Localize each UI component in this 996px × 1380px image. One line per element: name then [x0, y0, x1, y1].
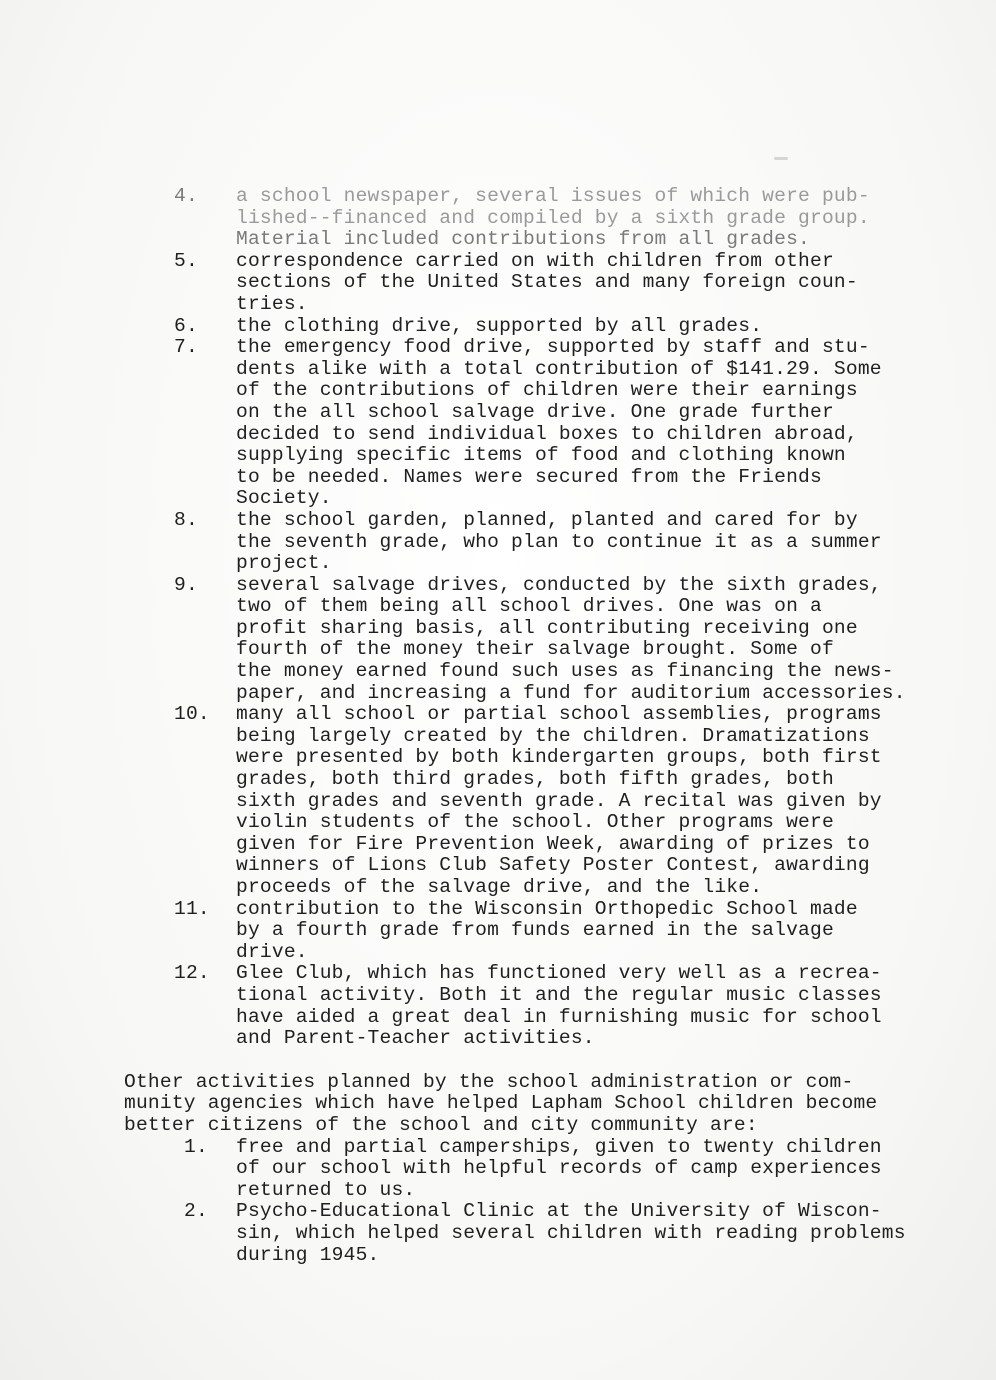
paragraph-line: better citizens of the school and city community are:	[124, 1113, 758, 1136]
closing-paragraph	[124, 1072, 954, 1137]
paragraph-line: munity agencies which have helped Lapham School children become	[124, 1092, 878, 1115]
item-line: were presented by both kindergarten groups, both first	[236, 746, 882, 769]
item-line: of the contributions of children were their earnings	[236, 379, 858, 402]
item-number: 7.	[174, 336, 198, 359]
sub-item-line: sin, which helped several children with reading problems	[236, 1221, 906, 1244]
item-line: a school newspaper, several issues of which were pub-	[236, 185, 870, 207]
item-number: 9.	[174, 573, 198, 596]
list-item	[124, 316, 954, 338]
sub-item-line: returned to us.	[236, 1178, 416, 1201]
page-smudge	[774, 157, 788, 160]
item-line: correspondence carried on with children from other	[236, 249, 834, 272]
item-line: supplying specific items of food and clothing known	[236, 444, 846, 467]
item-line: given for Fire Prevention Week, awarding of prizes to	[236, 832, 870, 855]
sub-item-line: of our school with helpful records of camp experiences	[236, 1157, 882, 1180]
item-line: decided to send individual boxes to children abroad,	[236, 422, 858, 445]
list-item	[124, 899, 954, 964]
item-line: profit sharing basis, all contributing receiving one	[236, 616, 858, 639]
item-line: grades, both third grades, both fifth grades, both	[236, 768, 834, 791]
item-line: lished--financed and compiled by a sixth grade group.	[236, 206, 870, 229]
item-line: and Parent-Teacher activities.	[236, 1027, 595, 1050]
item-line: dents alike with a total contribution of $141.29. Some	[236, 357, 882, 380]
item-line: two of them being all school drives. One was on a	[236, 595, 822, 618]
list-item	[124, 251, 954, 316]
item-line: violin students of the school. Other programs were	[236, 811, 834, 834]
list-item	[124, 510, 954, 575]
item-line: the school garden, planned, planted and cared for by	[236, 508, 858, 531]
sub-item-line: free and partial camperships, given to twenty children	[236, 1135, 882, 1158]
item-line: to be needed. Names were secured from the Friends	[236, 465, 822, 488]
item-number: 10.	[174, 703, 210, 726]
item-number: 4.	[174, 185, 198, 207]
document-body	[124, 186, 954, 1266]
item-line: tional activity. Both it and the regular music classes	[236, 983, 882, 1006]
item-line: tries.	[236, 292, 308, 315]
sub-item-number: 2.	[184, 1200, 208, 1223]
item-line: being largely created by the children. Dramatizations	[236, 724, 870, 747]
item-line: Glee Club, which has functioned very well as a recrea-	[236, 962, 882, 985]
sub-list-item	[124, 1201, 954, 1266]
item-number: 12.	[174, 962, 210, 985]
item-number: 6.	[174, 314, 198, 337]
item-line: Material included contributions from all grades.	[236, 228, 810, 251]
item-line: project.	[236, 552, 332, 575]
list-item	[124, 186, 954, 251]
item-line: paper, and increasing a fund for auditorium accessories.	[236, 681, 906, 704]
item-line: the money earned found such uses as financing the news-	[236, 660, 894, 683]
item-number: 5.	[174, 249, 198, 272]
list-item	[124, 575, 954, 705]
list-item	[124, 337, 954, 510]
item-line: the seventh grade, who plan to continue it as a summer	[236, 530, 882, 553]
sub-item-line: during 1945.	[236, 1243, 380, 1266]
sub-list-item	[124, 1137, 954, 1202]
item-line: winners of Lions Club Safety Poster Contest, awarding	[236, 854, 870, 877]
item-number: 8.	[174, 508, 198, 531]
item-line: many all school or partial school assemblies, programs	[236, 703, 882, 726]
sub-item-number: 1.	[184, 1135, 208, 1158]
item-line: by a fourth grade from funds earned in the salvage	[236, 919, 834, 942]
item-line: drive.	[236, 940, 308, 963]
list-item	[124, 963, 954, 1049]
paragraph-line: Other activities planned by the school administration or com-	[124, 1070, 854, 1093]
item-line: proceeds of the salvage drive, and the like.	[236, 876, 763, 898]
item-line: have aided a great deal in furnishing music for school	[236, 1005, 882, 1028]
item-line: several salvage drives, conducted by the sixth grades,	[236, 573, 882, 596]
item-line: fourth of the money their salvage brought. Some of	[236, 638, 834, 661]
item-line: contribution to the Wisconsin Orthopedic School made	[236, 897, 858, 920]
item-line: sixth grades and seventh grade. A recital was given by	[236, 789, 882, 812]
list-item	[124, 704, 954, 898]
item-line: Society.	[236, 487, 332, 510]
sub-item-line: Psycho-Educational Clinic at the University of Wiscon-	[236, 1200, 882, 1223]
item-line: the clothing drive, supported by all grades.	[236, 314, 763, 337]
item-number: 11.	[174, 897, 210, 920]
item-line: the emergency food drive, supported by staff and stu-	[236, 336, 870, 359]
item-line: sections of the United States and many foreign coun-	[236, 271, 858, 294]
item-line: on the all school salvage drive. One grade further	[236, 400, 834, 423]
